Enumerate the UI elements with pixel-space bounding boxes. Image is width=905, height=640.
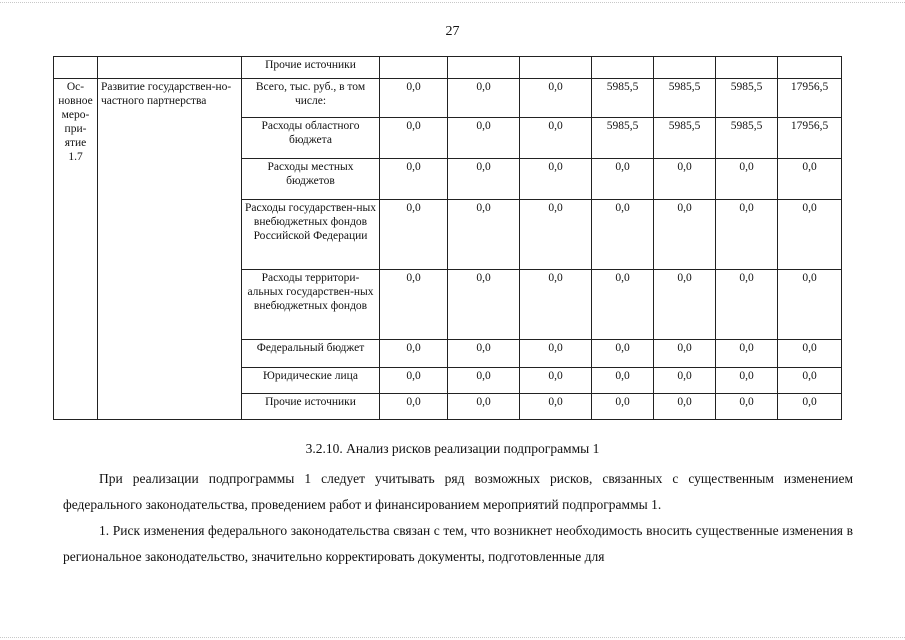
value-cell: 17956,5 [778,79,842,118]
value-cell: 0,0 [716,200,778,270]
funding-source-cell: Расходы местных бюджетов [242,159,380,200]
value-cell: 0,0 [380,394,448,420]
value-cell: 5985,5 [592,79,654,118]
value-cell: 5985,5 [716,79,778,118]
funding-source-cell: Расходы территори-альных государствен-ных внебюджетных фондов [242,270,380,340]
value-cell: 0,0 [778,394,842,420]
value-cell: 0,0 [520,394,592,420]
value-cell: 0,0 [592,340,654,368]
empty-cell [54,57,98,79]
value-cell [592,57,654,79]
value-cell: 0,0 [716,368,778,394]
value-cell: 0,0 [520,340,592,368]
paragraph-legislation-risk: 1. Риск изменения федерального законодательства связан с тем, что возникнет необходимость вносить существенные изменения в региональное законодательство, значительно корректировать документы, подготовленные для [63,523,853,564]
value-cell: 0,0 [380,270,448,340]
funding-source-cell: Прочие источники [242,57,380,79]
value-cell: 17956,5 [778,118,842,159]
value-cell: 0,0 [380,118,448,159]
scan-artifact-top [0,2,905,3]
scan-artifact-bottom [0,637,905,638]
value-cell: 0,0 [520,118,592,159]
value-cell: 0,0 [778,159,842,200]
funding-source-cell: Юридические лица [242,368,380,394]
value-cell: 0,0 [448,200,520,270]
value-cell: 0,0 [380,368,448,394]
value-cell: 0,0 [448,159,520,200]
table-row [54,79,842,118]
main-activity-label-line: 1.7 [68,151,83,163]
value-cell: 0,0 [592,368,654,394]
value-cell: 0,0 [380,79,448,118]
empty-cell [98,57,242,79]
value-cell: 0,0 [654,340,716,368]
main-activity-cell [54,79,98,420]
funding-source-cell: Расходы областного бюджета [242,118,380,159]
value-cell: 0,0 [654,394,716,420]
funding-source-cell: Федеральный бюджет [242,340,380,368]
value-cell: 0,0 [520,79,592,118]
value-cell [448,57,520,79]
value-cell: 0,0 [654,368,716,394]
value-cell: 0,0 [592,159,654,200]
page-number: 27 [445,24,460,39]
value-cell: 0,0 [520,159,592,200]
value-cell: 0,0 [380,200,448,270]
value-cell: 0,0 [448,340,520,368]
value-cell: 0,0 [592,200,654,270]
value-cell: 0,0 [778,340,842,368]
value-cell: 0,0 [448,118,520,159]
value-cell: 0,0 [716,340,778,368]
section-heading: 3.2.10. Анализ рисков реализации подпрограммы 1 [305,441,600,456]
value-cell [654,57,716,79]
value-cell: 0,0 [716,159,778,200]
value-cell: 5985,5 [592,118,654,159]
paragraph-risks-intro: При реализации подпрограммы 1 следует учитывать ряд возможных рисков, связанных с существенным изменением федерального законодательства, проведением работ и финансированием мероприятий подпрограммы 1. [63,471,853,512]
value-cell: 0,0 [592,394,654,420]
main-activity-label-line: Ос- [66,81,85,93]
value-cell: 5985,5 [716,118,778,159]
value-cell [778,57,842,79]
value-cell: 5985,5 [654,118,716,159]
value-cell: 0,0 [520,200,592,270]
value-cell [716,57,778,79]
value-cell: 0,0 [448,394,520,420]
value-cell: 0,0 [592,270,654,340]
main-activity-label-line: меро- [61,109,90,121]
value-cell: 0,0 [778,270,842,340]
funding-table [53,56,842,420]
value-cell: 0,0 [654,200,716,270]
value-cell: 0,0 [778,368,842,394]
value-cell [520,57,592,79]
value-cell: 0,0 [380,340,448,368]
funding-source-cell: Расходы государствен-ных внебюджетных фондов Российской Федерации [242,200,380,270]
value-cell: 0,0 [654,270,716,340]
value-cell: 0,0 [520,270,592,340]
value-cell: 0,0 [520,368,592,394]
value-cell: 0,0 [380,159,448,200]
value-cell: 0,0 [716,394,778,420]
activity-name-cell: Развитие государствен-но-частного партнерства [98,79,242,420]
funding-source-cell: Прочие источники [242,394,380,420]
value-cell: 5985,5 [654,79,716,118]
value-cell: 0,0 [778,200,842,270]
main-activity-label-line: ятие [64,137,87,149]
main-activity-label-line: новное [58,95,93,107]
main-activity-label-line: при- [64,123,87,135]
value-cell: 0,0 [654,159,716,200]
value-cell: 0,0 [716,270,778,340]
value-cell: 0,0 [448,79,520,118]
funding-source-cell: Всего, тыс. руб., в том числе: [242,79,380,118]
value-cell: 0,0 [448,368,520,394]
value-cell: 0,0 [448,270,520,340]
value-cell [380,57,448,79]
table-row [54,57,842,79]
